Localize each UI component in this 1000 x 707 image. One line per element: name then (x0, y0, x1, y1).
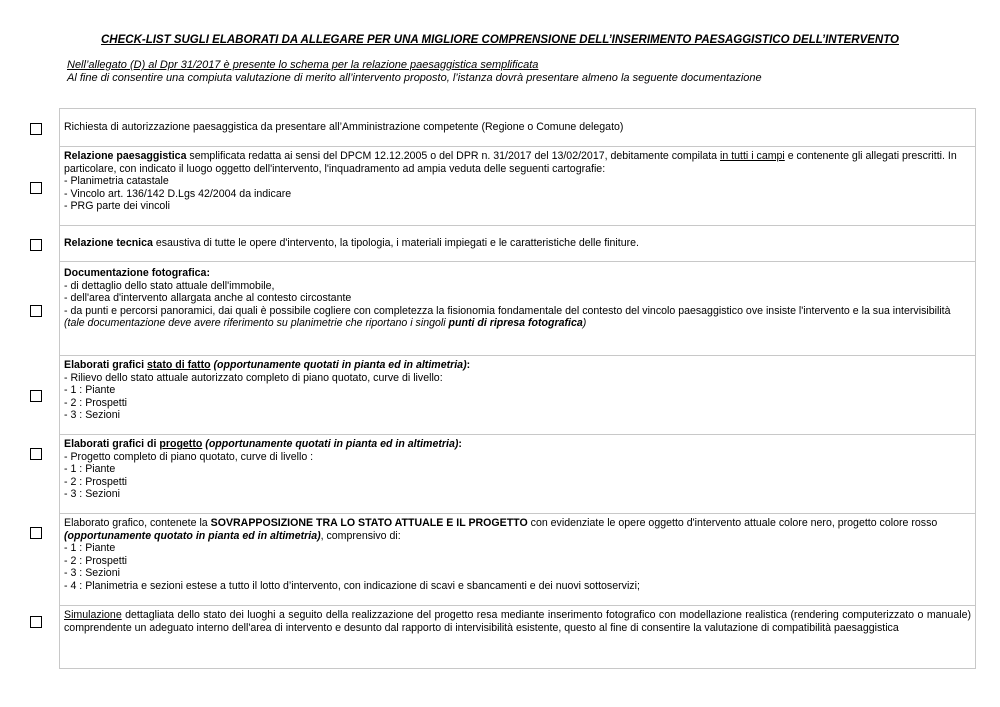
row-2-text-2: e contenente gli allegati prescritti. In particolare, con indicato il luogo oggetto dell'intervento, l'inquadramento ad ampia veduta delle seguenti cartografie: (64, 150, 957, 175)
row-4-bold: Documentazione fotografica: (64, 267, 210, 279)
row-7-cell (60, 514, 976, 606)
row-5-list-1: - Rilievo dello stato attuale autorizzato completo di piano quotato, curve di livello: (64, 371, 443, 384)
row-2-list-2: - Vincolo art. 136/142 D.Lgs 42/2004 da indicare (64, 187, 292, 200)
row-5-list-4: - 3 : Sezioni (64, 409, 120, 422)
row-7-text-1: Elaborato grafico, contenete la (64, 517, 211, 529)
checklist-row (60, 109, 976, 147)
checklist-row (60, 514, 976, 606)
row-6-list-1: - Progetto completo di piano quotato, curve di livello : (64, 450, 314, 463)
checkbox-4[interactable] (30, 305, 42, 317)
row-2-cell (60, 147, 976, 226)
row-5-cell (60, 356, 976, 435)
row-5-bold-italic: (opportunamente quotati in pianta ed in altimetria) (210, 359, 467, 371)
checkbox-1[interactable] (30, 123, 42, 135)
checklist-row (60, 226, 976, 262)
row-4-list-2: - dell'area d'intervento allargata anche al contesto circostante (64, 292, 352, 305)
row-3-bold: Relazione tecnica (64, 236, 153, 249)
row-6-list-3: - 2 : Prospetti (64, 475, 127, 488)
row-3-text: esaustiva di tutte le opere d'intervento, la tipologia, i materiali impiegati e le caratteristiche delle finiture. (152, 236, 639, 249)
row-2-underline: in tutti i campi (720, 150, 785, 162)
row-3-cell (60, 226, 976, 262)
row-7-text-2: con evidenziate le opere oggetto d'intervento attuale colore nero, progetto colore rosso (527, 517, 938, 529)
row-5-colon: : (466, 359, 471, 371)
row-2-list-3: - PRG parte dei vincoli (64, 200, 170, 213)
row-8-text: dettagliata dello stato dei luoghi a seguito della realizzazione del progetto resa mediante inserimento fotografico con modellazione realistica (rendering computerizzato o manuale) comprendente un adeguato interno dell'area di intervento e desunto dal rapporto di intervisibilità esistente, questo al fine di consentire la valutazione di compatibilità paesaggistica (64, 609, 971, 634)
row-5-list-2: - 1 : Piante (64, 384, 116, 397)
row-5-list-3: - 2 : Prospetti (64, 396, 127, 409)
checklist-table (59, 108, 976, 669)
checkbox-3[interactable] (30, 239, 42, 251)
row-7-bold-italic: (opportunamente quotato in pianta ed in altimetria) (64, 529, 321, 542)
intro (67, 59, 762, 85)
row-2-bold: Relazione paesaggistica (64, 150, 187, 162)
row-8-underline: Simulazione (64, 609, 122, 621)
row-6-cell (60, 435, 976, 514)
row-6-list-4: - 3 : Sezioni (64, 488, 120, 501)
checkbox-8[interactable] (30, 616, 42, 628)
row-2-text-1: semplificata redatta ai sensi del DPCM 12.12.2005 o del DPR n. 31/2017 del 13/02/2017, debitamente compilata (186, 150, 721, 162)
document-title: CHECK-LIST SUGLI ELABORATI DA ALLEGARE PER UNA MIGLIORE COMPRENSIONE DELL’INSERIMENTO PAESAGGISTICO DELL’INTERVENTO (100, 34, 899, 46)
row-4-note (64, 317, 971, 330)
row-1-cell (60, 109, 976, 147)
checkbox-6[interactable] (30, 448, 42, 460)
row-6-list-2: - 1 : Piante (64, 463, 116, 476)
row-4-list-1: - di dettaglio dello stato attuale dell'immobile, (64, 279, 275, 292)
checklist-row (60, 435, 976, 514)
row-6-colon: : (458, 438, 462, 450)
row-4-note-text: (tale documentazione deve avere riferimento su planimetrie che riportano i singoli (64, 317, 449, 330)
row-6-heading (64, 438, 971, 451)
checkbox-2[interactable] (30, 182, 42, 194)
row-7-list-2: - 2 : Prospetti (64, 554, 127, 567)
intro-line-2: Al fine di consentire una compiuta valutazione di merito all’intervento proposto, l’istanza dovrà presentare almeno la seguente documentazione (67, 72, 762, 84)
row-7-list-3: - 3 : Sezioni (64, 567, 120, 580)
row-6-bold-italic: (opportunamente quotati in pianta ed in altimetria) (202, 438, 459, 450)
row-8-cell (60, 606, 976, 669)
row-7-list-4: - 4 : Planimetria e sezioni estese a tutto il lotto d’intervento, con indicazione di scavi e sbancamenti e dei nuovi sottoservizi; (64, 579, 640, 592)
row-4-list-3: - da punti e percorsi panoramici, dai quali è possibile cogliere con completezza la fisionomia fondamentale del contesto del vincolo paesaggistico ove insiste l'intervento e la sua intervisibilità (64, 304, 951, 317)
checklist-row (60, 606, 976, 669)
row-6-bold: Elaborati grafici di (64, 438, 160, 450)
checkbox-7[interactable] (30, 527, 42, 539)
intro-line-1: Nell’allegato (D) al Dpr 31/2017 è presente lo schema per la relazione paesaggistica semplificata (67, 59, 539, 71)
row-2-list-1: - Planimetria catastale (64, 175, 169, 188)
row-7-text-3: , comprensivo di: (320, 529, 401, 542)
row-6-bold-underline: progetto (159, 438, 203, 450)
row-4-cell (60, 262, 976, 356)
checklist-row (60, 262, 976, 356)
row-7-bold: SOVRAPPOSIZIONE TRA LO STATO ATTUALE E IL PROGETTO (210, 517, 528, 529)
row-1-text: Richiesta di autorizzazione paesaggistica da presentare all’Amministrazione competente (Regione o Comune delegato) (64, 120, 624, 133)
row-7-list-1: - 1 : Piante (64, 542, 116, 555)
row-5-bold-underline: stato di fatto (147, 359, 211, 371)
row-5-bold: Elaborati grafici (64, 359, 148, 371)
row-4-note-end: ) (582, 317, 587, 330)
row-4-note-bold: punti di ripresa fotografica (448, 317, 583, 330)
checklist-row (60, 147, 976, 226)
checklist-row (60, 356, 976, 435)
row-5-heading (64, 359, 971, 372)
checkbox-5[interactable] (30, 390, 42, 402)
